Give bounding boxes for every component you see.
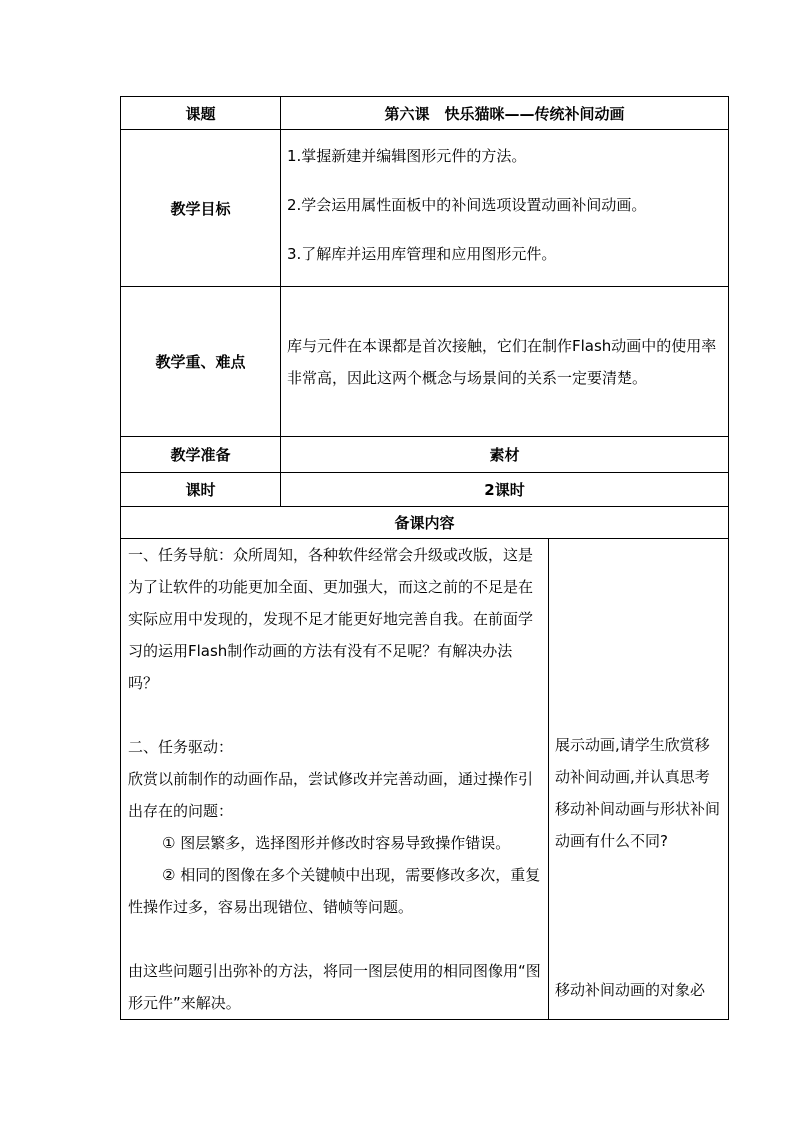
lesson-plan-table	[120, 96, 729, 1020]
topic-label: 课题	[121, 97, 281, 130]
goal-item: 2.学会运用属性面板中的补间选项设置动画补间动画。	[287, 196, 647, 214]
content-main-cell	[121, 539, 549, 1020]
conclusion-text: 由这些问题引出弥补的方法，将同一图层使用的相同图像用“图形元件”来解决。	[128, 962, 541, 1012]
hours-value: 2课时	[281, 473, 729, 507]
topic-row	[121, 97, 729, 130]
goal-item: 1.掌握新建并编辑图形元件的方法。	[287, 147, 527, 165]
section-drive-intro: 欣赏以前制作的动画作品，尝试修改并完善动画，通过操作引出存在的问题：	[128, 770, 534, 820]
content-header-row	[121, 507, 729, 539]
prep-value: 素材	[281, 437, 729, 473]
section-drive-title: 二、任务驱动：	[128, 738, 234, 756]
topic-value: 第六课 快乐猫咪——传统补间动画	[281, 97, 729, 130]
prep-label: 教学准备	[121, 437, 281, 473]
prep-row	[121, 437, 729, 473]
problem-item-1: ① 图层繁多，选择图形并修改时容易导致操作错误。	[162, 834, 511, 852]
goals-label: 教学目标	[121, 130, 281, 287]
goal-item: 3.了解库并运用库管理和应用图形元件。	[287, 245, 557, 263]
goals-row	[121, 130, 729, 287]
side-note-2: 移动补间动画的对象必	[555, 981, 706, 999]
keypoints-label: 教学重、难点	[121, 287, 281, 437]
hours-row	[121, 473, 729, 507]
content-header: 备课内容	[121, 507, 729, 539]
keypoints-row	[121, 287, 729, 437]
section-navigation: 一、任务导航：众所周知，各种软件经常会升级或改版，这是为了让软件的功能更加全面、更加强大，而这之前的不足是在实际应用中发现的，发现不足才能更好地完善自我。在前面学习的运用Flash制作动画的方法有没有不足呢？有解决办法吗？	[128, 546, 534, 692]
hours-label: 课时	[121, 473, 281, 507]
problem-item-2: ② 相同的图像在多个关键帧中出现，需要修改多次，重复性操作过多，容易出现错位、错帧等问题。	[128, 866, 541, 916]
content-side-cell	[549, 539, 729, 1020]
content-body-row	[121, 539, 729, 1020]
side-note-1: 展示动画,请学生欣赏移动补间动画,并认真思考移动补间动画与形状补间动画有什么不同?	[555, 736, 721, 850]
keypoints-text: 库与元件在本课都是首次接触，它们在制作Flash动画中的使用率非常高，因此这两个概念与场景间的关系一定要清楚。	[281, 287, 729, 437]
goals-cell	[281, 130, 729, 287]
